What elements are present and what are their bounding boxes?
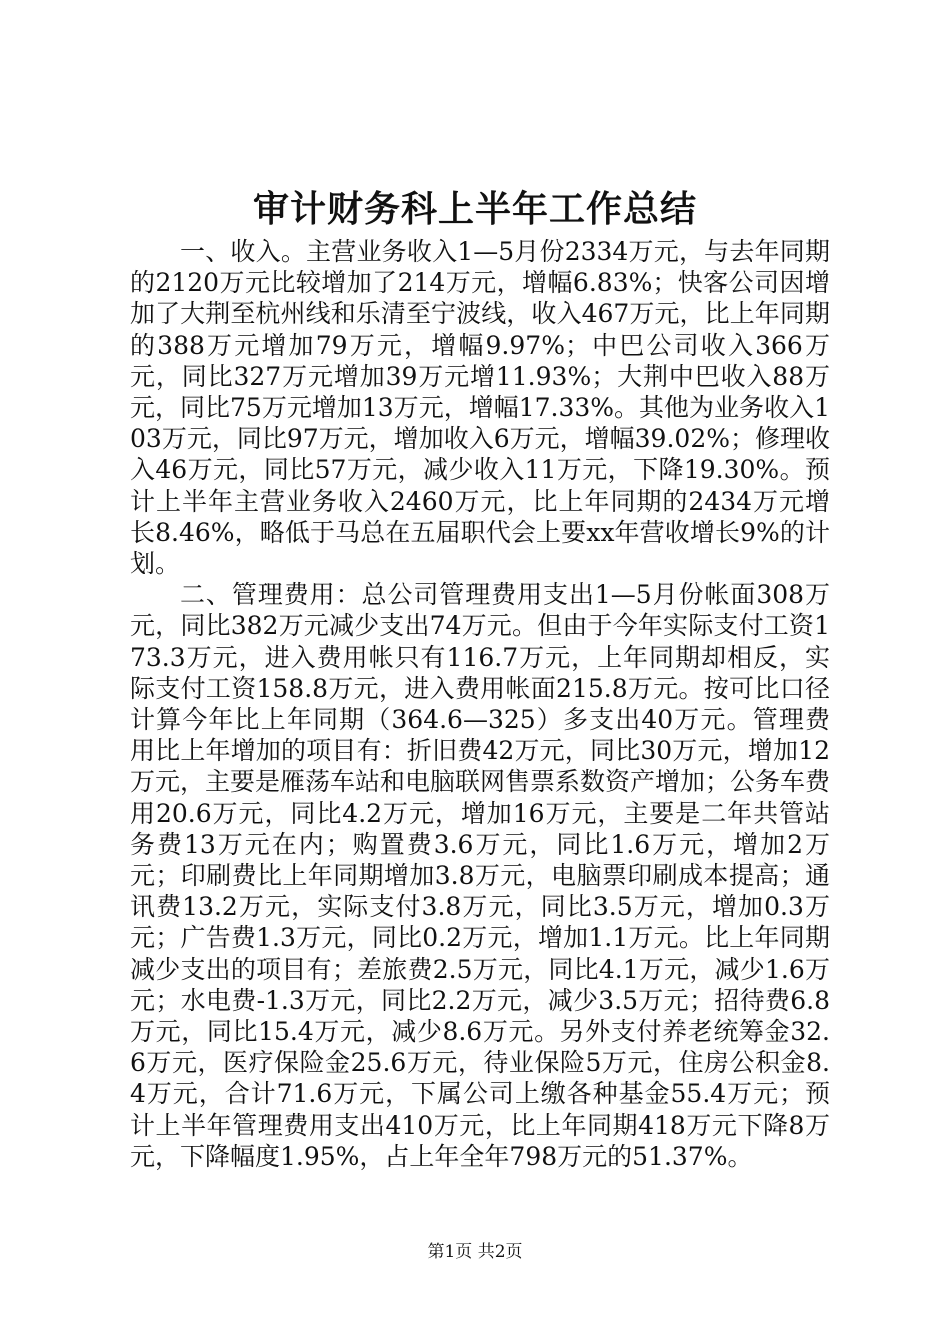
document-title: 审计财务科上半年工作总结 — [252, 188, 697, 230]
paragraph-income: 一、收入。主营业务收入1—5月份2334万元，与去年同期的2120万元比较增加了214万元，增幅6.83%；快客公司因增加了大荆至杭州线和乐清至宁波线，收入467万元，比上年同期的388万元增加79万元，增幅9.97%；中巴公司收入366万元，同比327万元增加39万元增11.93%；大荆中巴收入88万元，同比75万元增加13万元，增幅17.33%。其他为业务收入103万元，同比97万元，增加收入6万元，增幅39.02%；修理收入46万元，同比57万元，减少收入11万元，下降19.30%。预计上半年主营业务收入2460万元，比上年同期的2434万元增长8.46%，略低于马总在五届职代会上要xx年营收增长9%的计划。 — [130, 237, 830, 579]
document-body — [130, 236, 830, 1172]
paragraph-management-expenses: 二、管理费用：总公司管理费用支出1—5月份帐面308万元，同比382万元减少支出74万元。但由于今年实际支付工资173.3万元，进入费用帐只有116.7万元，上年同期却相反，实际支付工资158.8万元，进入费用帐面215.8万元。按可比口径计算今年比上年同期（364.6—325）多支出40万元。管理费用比上年增加的项目有：折旧费42万元，同比30万元，增加12万元，主要是雁荡车站和电脑联网售票系数资产增加；公务车费用20.6万元，同比4.2万元，增加16万元，主要是二年共管站务费13万元在内；购置费3.6万元，同比1.6万元，增加2万元；印刷费比上年同期增加3.8万元，电脑票印刷成本提高；通讯费13.2万元，实际支付3.8万元，同比3.5万元，增加0.3万元；广告费1.3万元，同比0.2万元，增加1.1万元。比上年同期减少支出的项目有；差旅费2.5万元，同比4.1万元，减少1.6万元；水电费-1.3万元，同比2.2万元，减少3.5万元；招待费6.8万元，同比15.4万元，减少8.6万元。另外支付养老统筹金32.6万元，医疗保险金25.6万元，待业保险5万元，住房公积金8.4万元，合计71.6万元，下属公司上缴各种基金55.4万元；预计上半年管理费用支出410万元，比上年同期418万元下降8万元，下降幅度1.95%，占上年全年798万元的51.37%。 — [130, 580, 831, 1171]
page-footer: 第1页 共2页 — [427, 1242, 523, 1262]
